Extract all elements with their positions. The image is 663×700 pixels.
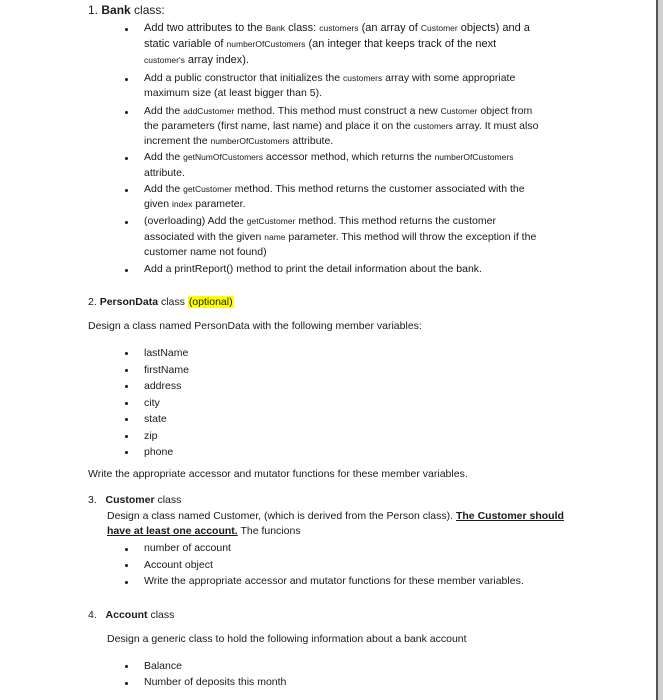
get-customer-line-1: Add the getCustomer method. This method returns the customer associated with the bbox=[144, 183, 525, 195]
section-2-heading: 2. PersonData class (optional) bbox=[88, 296, 233, 308]
overload-line-3: customer name not found) bbox=[144, 246, 267, 258]
constructor-line-1: Add a public constructor that initializes the customers array with some appropriate bbox=[144, 72, 516, 84]
list-item: Balance bbox=[144, 660, 182, 672]
overload-line-1: (overloading) Add the getCustomer method. This method returns the customer bbox=[144, 215, 496, 227]
constructor-line-2: maximum size (at least bigger than 5). bbox=[144, 87, 322, 99]
bullet bbox=[125, 548, 128, 551]
bank-attributes-line-3: customer's array index). bbox=[144, 54, 250, 66]
get-num-customers-line-1: Add the getNumOfCustomers accessor method, which returns the numberOfCustomers bbox=[144, 151, 514, 163]
add-customer-line-3: increment the numberOfCustomers attribute. bbox=[144, 135, 334, 147]
bullet bbox=[125, 189, 128, 192]
bullet bbox=[125, 221, 128, 224]
bank-attributes-line-1: Add two attributes to the Bank class: customers (an array of Customer objects) and a bbox=[144, 22, 530, 34]
list-item: lastName bbox=[144, 347, 189, 359]
list-item: Write the appropriate accessor and mutator functions for these member variables. bbox=[144, 575, 524, 587]
bullet bbox=[125, 564, 128, 567]
optional-highlight: (optional) bbox=[188, 296, 233, 308]
print-report-line: Add a printReport() method to print the detail information about the bank. bbox=[144, 263, 482, 275]
get-customer-line-2: given index parameter. bbox=[144, 198, 246, 210]
bullet bbox=[125, 157, 128, 160]
bank-attributes-line-2: static variable of numberOfCustomers (an integer that keeps track of the next bbox=[144, 38, 497, 50]
section-1-heading: 1. Bank class: bbox=[88, 3, 165, 17]
bullet bbox=[125, 385, 128, 388]
bullet bbox=[125, 418, 128, 421]
list-item: address bbox=[144, 380, 182, 392]
bullet bbox=[125, 402, 128, 405]
bullet bbox=[125, 369, 128, 372]
bullet bbox=[125, 682, 128, 685]
scrollbar-track[interactable] bbox=[658, 0, 663, 700]
overload-line-2: associated with the given name parameter. This method will throw the exception if the bbox=[144, 231, 537, 243]
list-item: Account object bbox=[144, 559, 213, 571]
add-customer-line-1: Add the addCustomer method. This method must construct a new Customer object from bbox=[144, 105, 533, 117]
list-item: firstName bbox=[144, 364, 189, 376]
section-3-heading: 3. Customer class bbox=[88, 494, 182, 506]
bullet bbox=[125, 665, 128, 668]
customer-desc-line-2: have at least one account. The funcions bbox=[107, 525, 301, 537]
list-item: number of account bbox=[144, 542, 231, 554]
section-4-heading: 4. Account class bbox=[88, 609, 175, 621]
list-item: phone bbox=[144, 446, 174, 458]
persondata-outro: Write the appropriate accessor and mutator functions for these member variables. bbox=[88, 468, 468, 480]
bullet bbox=[125, 269, 128, 272]
bullet bbox=[125, 78, 128, 81]
customer-desc-line-1: Design a class named Customer, (which is derived from the Person class). The Customer should bbox=[107, 510, 564, 522]
bullet bbox=[125, 435, 128, 438]
bullet bbox=[125, 581, 128, 584]
persondata-intro: Design a class named PersonData with the following member variables: bbox=[88, 320, 422, 332]
add-customer-line-2: the parameters (first name, last name) and place it on the customers array. It must also bbox=[144, 120, 539, 132]
bullet bbox=[125, 451, 128, 454]
account-intro: Design a generic class to hold the following information about a bank account bbox=[107, 633, 467, 645]
bullet bbox=[125, 111, 128, 114]
bullet bbox=[125, 28, 128, 31]
list-item: Number of deposits this month bbox=[144, 676, 287, 688]
list-item: state bbox=[144, 413, 167, 425]
list-item: city bbox=[144, 397, 160, 409]
get-num-customers-line-2: attribute. bbox=[144, 167, 185, 179]
bullet bbox=[125, 352, 128, 355]
list-item: zip bbox=[144, 430, 158, 442]
